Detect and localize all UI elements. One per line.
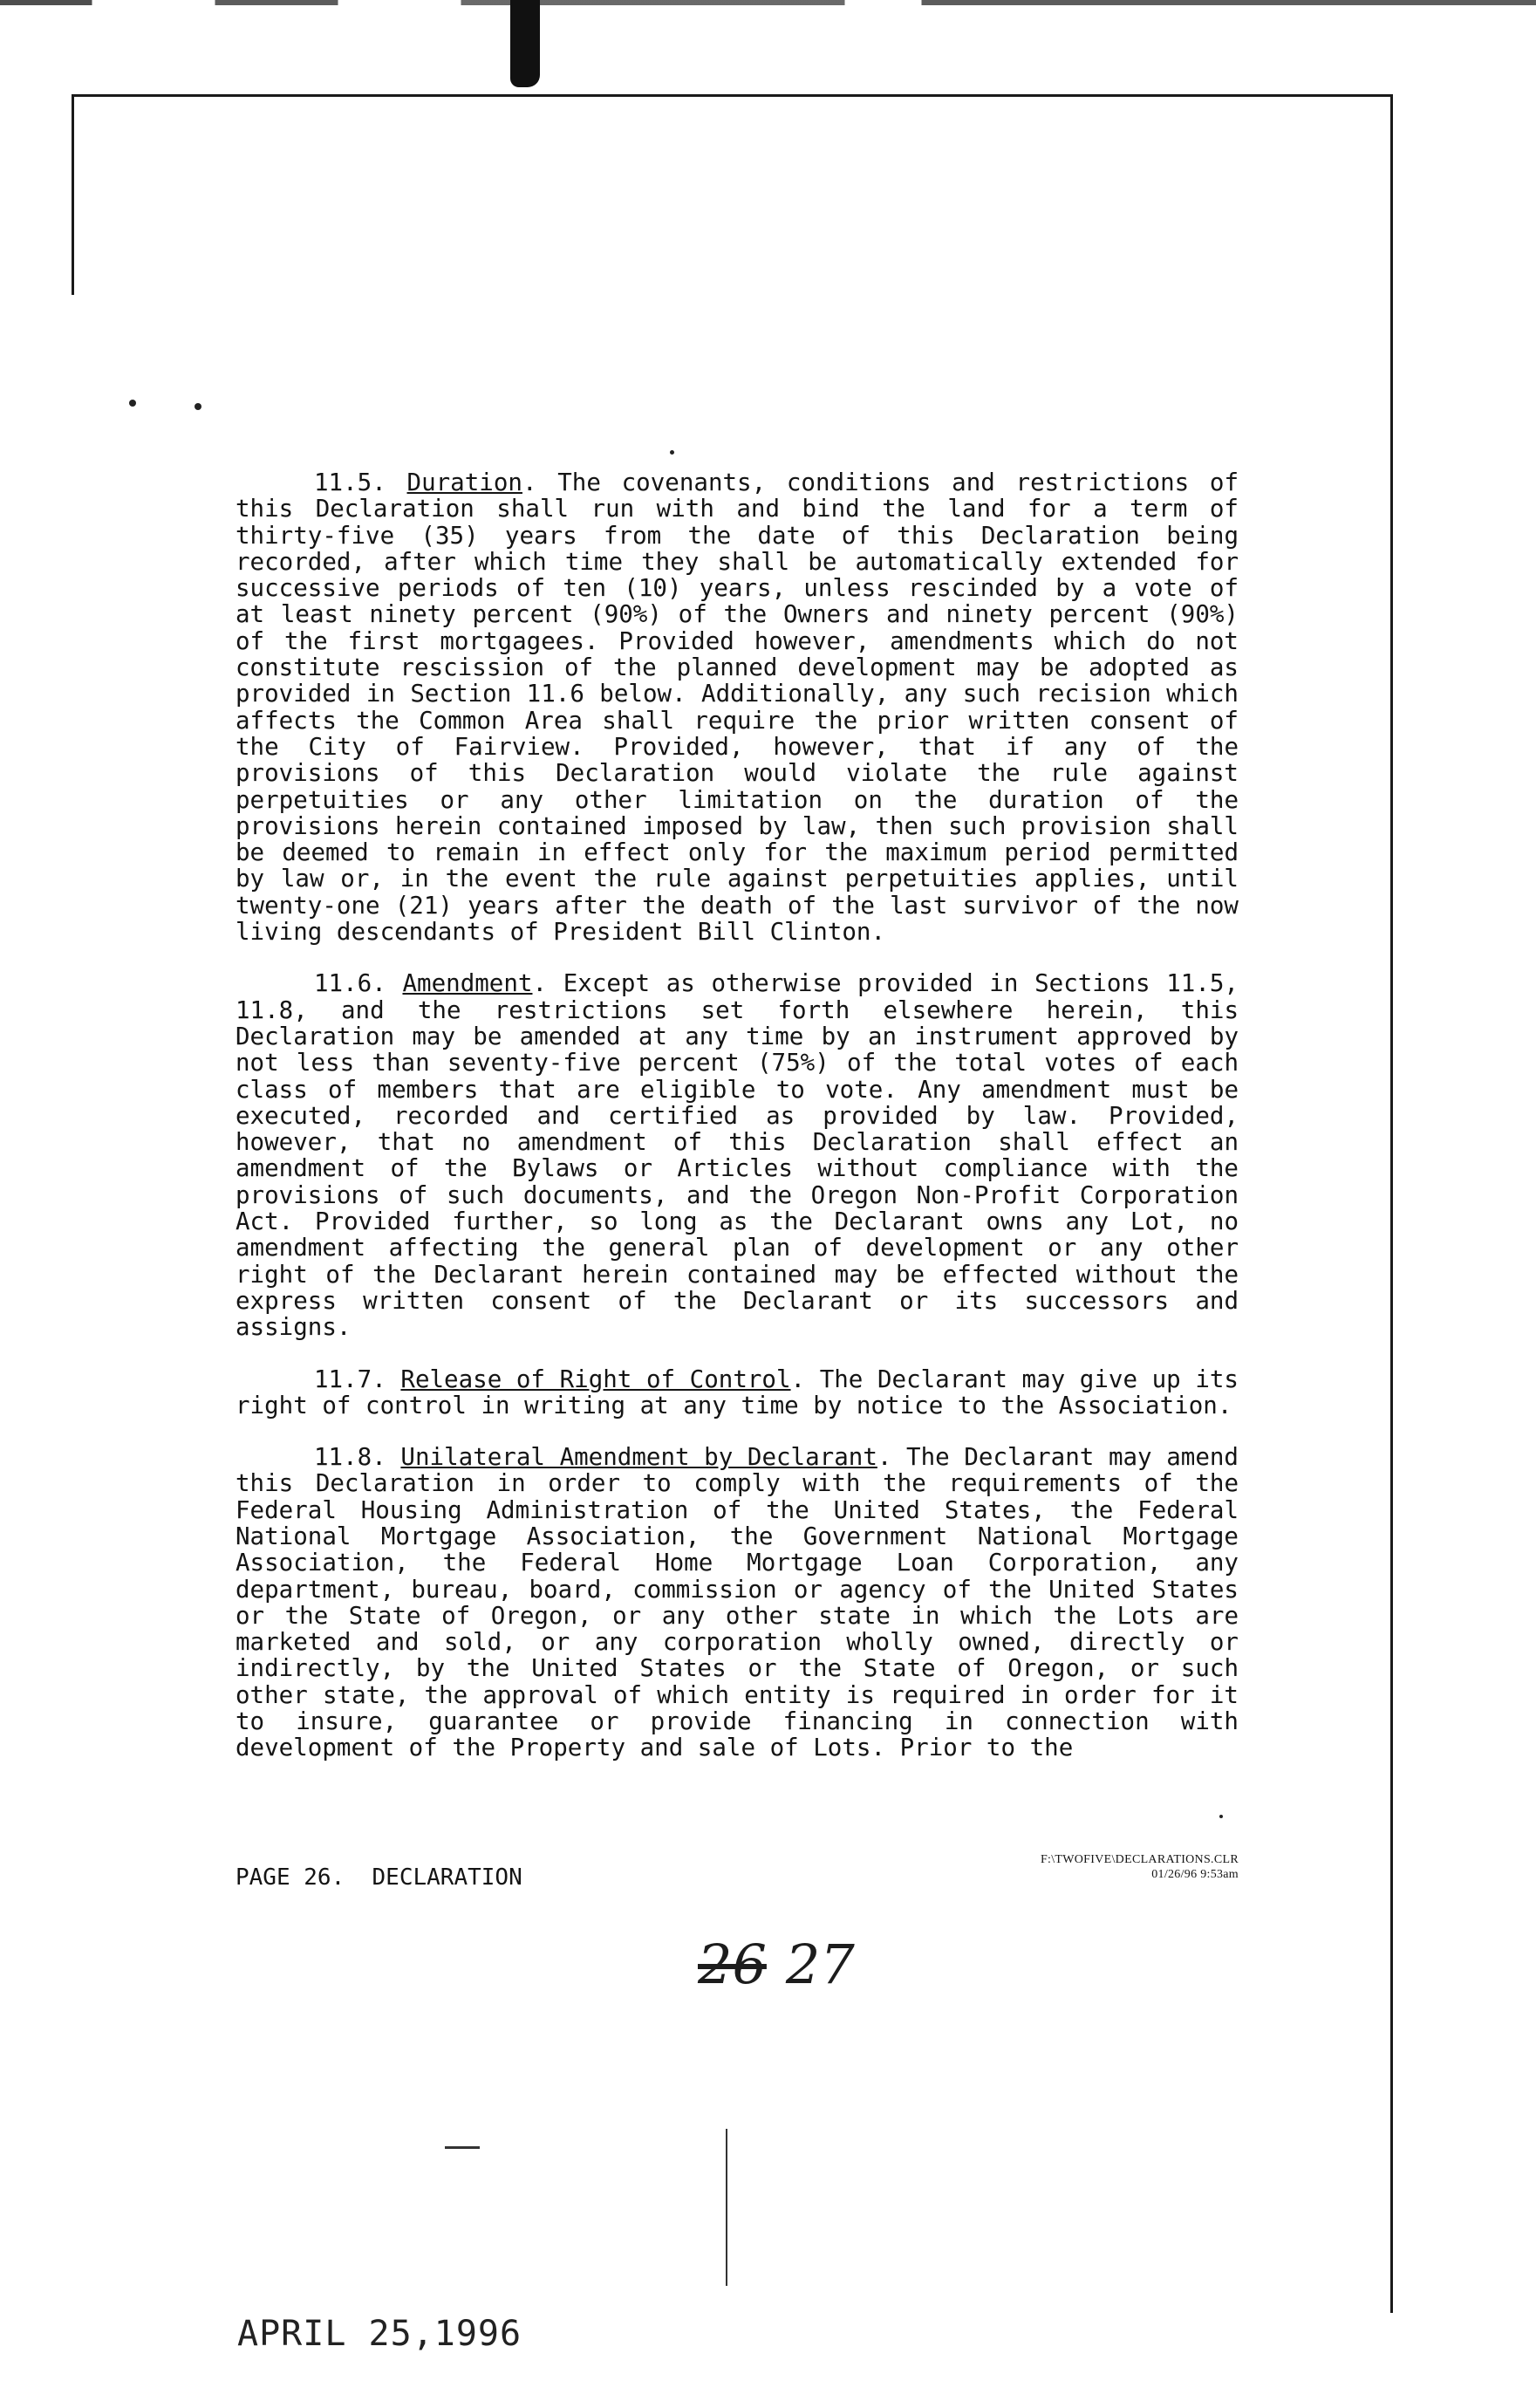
section-11-5: [236, 469, 1239, 945]
section-text: . Except as otherwise provided in Sections 11.5, 11.8, and the restrictions set forth elsewhere herein, this Declaration may be amended at any time by an instrument approved by not less than seventy-five percent (75%) of the total votes of each class of members that are eligible to vote. Any amendment must be executed, recorded and certified as provided by law. Provided, however, that no amendment of this Declaration shall effect an amendment of the Bylaws or Articles without compliance with the provisions of such documents, and the Oregon Non-Profit Corporation Act. Provided further, so long as the Declarant owns any Lot, no amendment affecting the general plan of development or any other right of the Declarant herein contained may be effected without the express written consent of the Declarant or its successors and assigns.: [236, 969, 1239, 1342]
scan-speck: [129, 400, 136, 407]
scan-speck: [195, 403, 201, 410]
scan-edge-artifact: [0, 0, 1536, 5]
section-heading: Amendment: [402, 969, 533, 998]
scan-line-artifact: [445, 2146, 480, 2149]
page-label: PAGE 26. DECLARATION: [236, 1864, 522, 1891]
scan-smudge: [510, 0, 540, 87]
section-number: 11.8.: [314, 1443, 386, 1472]
section-number: 11.7.: [314, 1365, 386, 1393]
page-footer: [236, 1853, 1239, 1891]
section-text: . The Declarant may give up its right of control in writing at any time by notice to the Association.: [236, 1365, 1239, 1419]
section-11-7: [236, 1366, 1239, 1419]
scan-speck: [670, 450, 674, 455]
section-text: . The covenants, conditions and restrictions of this Declaration shall run with and bind the land for a term of thirty-five (35) years from the date of this Declaration being recorded, after which time they shall be automatically extended for successive periods of ten (10) years, unless rescinded by a vote of at least ninety percent (90%) of the Owners and ninety percent (90%) of the first mortgagees. Provided however, amendments which do not constitute rescission of the planned development may be adopted as provided in Section 11.6 below. Additionally, any such recision which affects the Common Area shall require the prior written consent of the City of Fairview. Provided, however, that if any of the provisions of this Declaration would violate the rule against perpetuities or any other limitation on the duration of the provisions herein contained imposed by law, then such provision shall be deemed to remain in effect only for the maximum period permitted by law or, in the event the rule against perpetuities applies, until twenty-one (21) years after the death of the last survivor of the now living descendants of President Bill Clinton.: [236, 469, 1239, 947]
file-timestamp: 01/26/96 9:53am: [1151, 1868, 1239, 1881]
corrected-page-number: 27: [785, 1933, 855, 1996]
section-heading: Duration: [406, 469, 522, 496]
section-heading: Unilateral Amendment by Declarant: [400, 1443, 877, 1472]
declaration-body: [236, 469, 1239, 1787]
section-number: 11.6.: [314, 969, 386, 998]
struck-page-number: 26: [698, 1933, 767, 1996]
file-reference: [1041, 1852, 1239, 1882]
section-text: . The Declarant may amend this Declaration in order to comply with the requirements of the Federal Housing Administration of the United States, the Federal National Mortgage Association, the Government National Mortgage Association, the Federal Home Mortgage Loan Corporation, any department, bureau, board, commission or agency of the United States or the State of Oregon, or any other state in which the Lots are marketed and sold, or any corporation wholly owned, directly or indirectly, by the United States or the State of Oregon, or such other state, the approval of which entity is required in order for it to insure, guarantee or provide financing in connection with development of the Property and sale of Lots. Prior to the: [236, 1443, 1239, 1762]
section-heading: Release of Right of Control: [400, 1365, 791, 1393]
scan-speck: [1219, 1815, 1223, 1818]
section-11-8: [236, 1444, 1239, 1762]
file-path: F:\TWOFIVE\DECLARATIONS.CLR: [1040, 1853, 1239, 1866]
section-number: 11.5.: [314, 469, 386, 496]
section-11-6: [236, 970, 1239, 1340]
stamp-date: APRIL 25,1996: [237, 2314, 522, 2354]
handwritten-page-number: [698, 1933, 855, 1996]
scan-line-artifact: [726, 2129, 727, 2286]
